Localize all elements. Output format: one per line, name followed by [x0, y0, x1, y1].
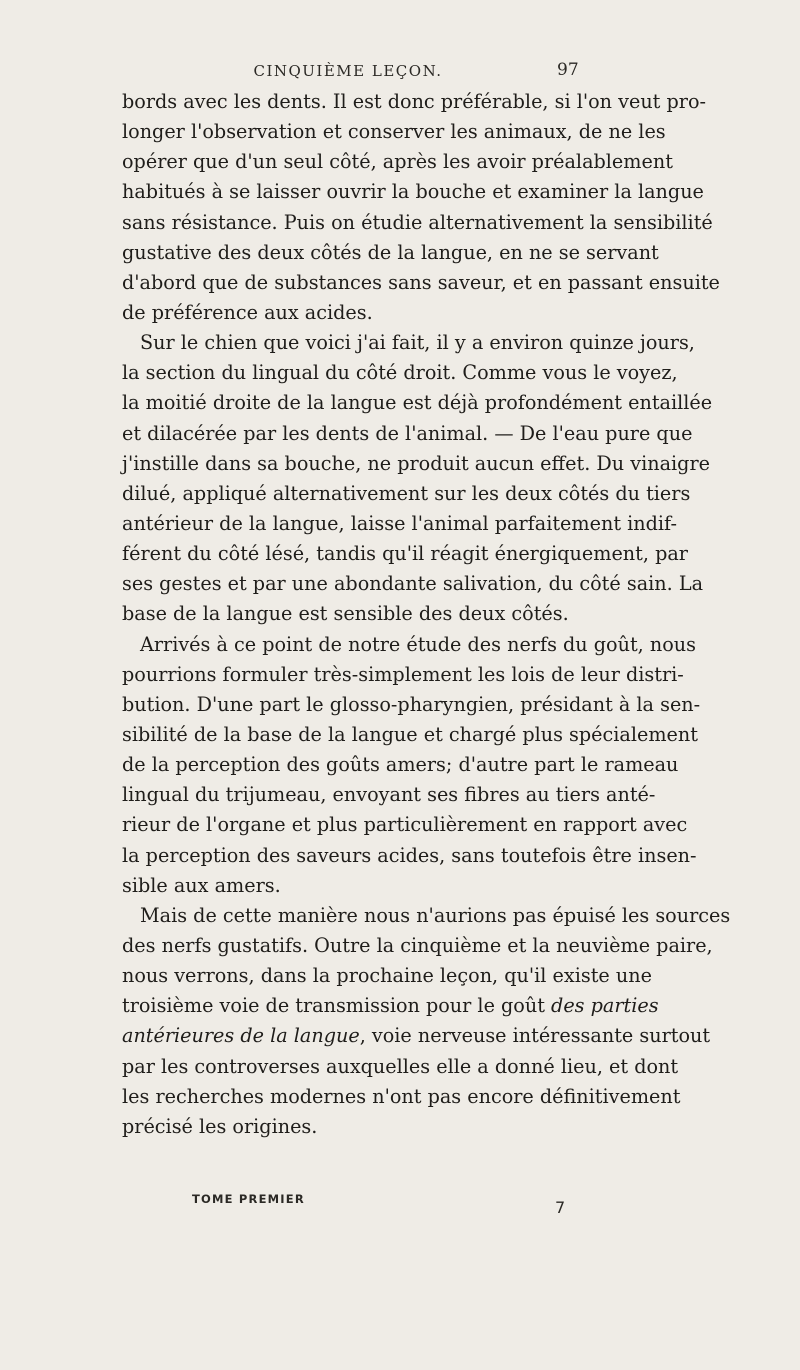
text-segment: troisième voie de transmission pour le goût [122, 994, 545, 1018]
text-line: bution. D'une part le glosso-pharyngien, présidant à la sen- [122, 692, 701, 716]
text-line-with-italic [122, 991, 659, 1021]
text-line: les recherches modernes n'ont pas encore définitivement [122, 1084, 681, 1108]
text-line: dilué, appliqué alternativement sur les deux côtés du tiers [122, 481, 691, 505]
page-number: 97 [557, 60, 579, 80]
italic-phrase: antérieures de la langue [122, 1024, 360, 1048]
text-line: Arrivés à ce point de notre étude des nerfs du goût, nous [140, 632, 696, 656]
text-line: bords avec les dents. Il est donc préférable, si l'on veut pro- [122, 90, 706, 113]
text-line: nous verrons, dans la prochaine leçon, qu'il existe une [122, 964, 652, 988]
running-title: CINQUIÈME LEÇON. [253, 62, 443, 80]
text-line-with-italic [122, 1021, 711, 1051]
text-line: férent du côté lésé, tandis qu'il réagit énergiquement, par [122, 542, 688, 566]
text-line: par les controverses auxquelles elle a donné lieu, et dont [122, 1054, 679, 1078]
text-line: des nerfs gustatifs. Outre la cinquième et la neuvième paire, [122, 933, 713, 957]
text-line: ses gestes et par une abondante salivation, du côté sain. La [122, 572, 704, 596]
text-line: pourrions formuler très-simplement les lois de leur distri- [122, 662, 684, 686]
text-line: gustative des deux côtés de la langue, en ne se servant [122, 240, 659, 264]
text-line: sans résistance. Puis on étudie alternativement la sensibilité [122, 210, 713, 234]
text-line: longer l'observation et conserver les animaux, de ne les [122, 120, 666, 144]
body-text [122, 87, 731, 1142]
text-line: sibilité de la base de la langue et chargé plus spécialement [122, 722, 698, 746]
text-line: d'abord que de substances sans saveur, et en passant ensuite [122, 270, 720, 294]
tome-label: TOME PREMIER [192, 1192, 305, 1206]
text-line: et dilacérée par les dents de l'animal. — De l'eau pure que [122, 421, 693, 445]
text-line: de la perception des goûts amers; d'autre part le rameau [122, 753, 679, 777]
text-line: la perception des saveurs acides, sans toutefois être insen- [122, 843, 697, 867]
text-line: de préférence aux acides. [122, 300, 373, 324]
italic-phrase: des parties [551, 994, 659, 1018]
text-line: la section du lingual du côté droit. Comme vous le voyez, [122, 361, 678, 385]
text-line: rieur de l'organe et plus particulièrement en rapport avec [122, 813, 688, 837]
text-line: base de la langue est sensible des deux côtés. [122, 602, 569, 626]
text-segment: , voie nerveuse intéressante surtout [359, 1024, 711, 1048]
text-line: sible aux amers. [122, 873, 281, 897]
running-head [0, 60, 800, 86]
text-line: Sur le chien que voici j'ai fait, il y a environ quinze jours, [140, 331, 695, 355]
text-line: Mais de cette manière nous n'aurions pas épuisé les sources [140, 903, 731, 927]
text-line: précisé les origines. [122, 1114, 318, 1138]
text-line: j'instille dans sa bouche, ne produit aucun effet. Du vinaigre [122, 451, 710, 475]
text-line: antérieur de la langue, laisse l'animal parfaitement indif- [122, 511, 677, 535]
text-line: opérer que d'un seul côté, après les avoir préalablement [122, 150, 673, 174]
text-line: lingual du trijumeau, envoyant ses fibres au tiers anté- [122, 783, 656, 807]
text-line: habitués à se laisser ouvrir la bouche et examiner la langue [122, 180, 704, 204]
signature-mark: 7 [555, 1198, 566, 1217]
page-footer [0, 1188, 800, 1218]
text-line: la moitié droite de la langue est déjà profondément entaillée [122, 391, 713, 415]
